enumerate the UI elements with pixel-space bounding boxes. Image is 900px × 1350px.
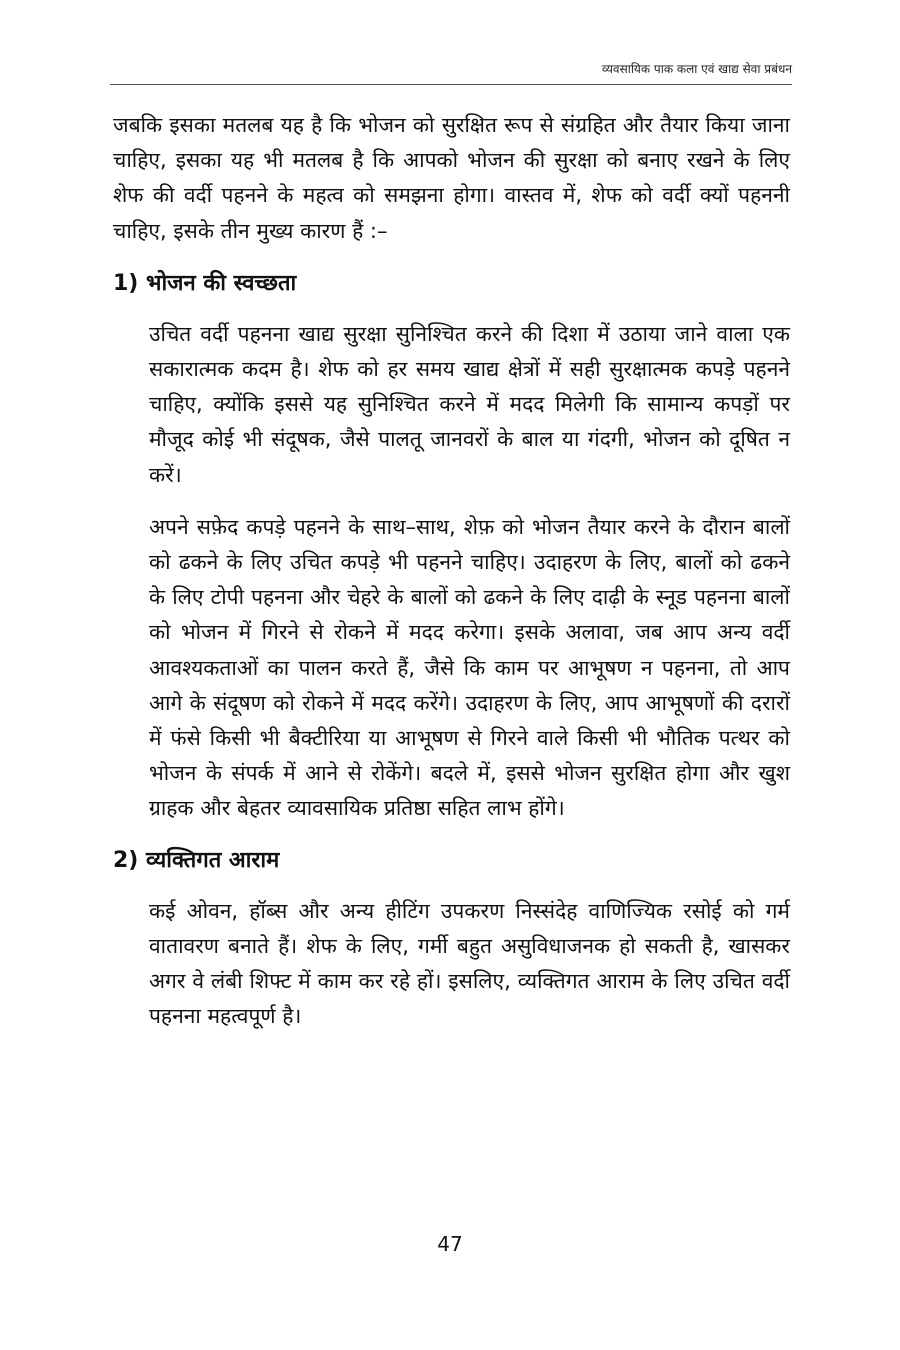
body-paragraph: कई ओवन, हॉब्स और अन्य हीटिंग उपकरण निस्संदेह वाणिज्यिक रसोई को गर्म वातावरण बनाते हैं। शेफ के लिए, गर्मी बहुत असुविधाजनक हो सकती है, खासकर अगर वे लंबी शिफ्ट में काम कर रहे हों। इसलिए, व्यक्तिगत आराम के लिए उचित वर्दी पहनना महत्वपूर्ण है। — [149, 898, 790, 1029]
running-header — [110, 60, 792, 85]
body-paragraph: अपने सफ़ेद कपड़े पहनने के साथ–साथ, शेफ़ को भोजन तैयार करने के दौरान बालों को ढकने के लिए उचित कपड़े भी पहनने चाहिए। उदाहरण के लिए, बालों को ढकने के लिए टोपी पहनना और चेहरे के बालों को ढकने के लिए दाढ़ी के स्नूड पहनना बालों को भोजन में गिरने से रोकने में मदद करेगा। इसके अलावा, जब आप अन्य वर्दी आवश्यकताओं का पालन करते हैं, जैसे कि काम पर आभूषण न पहनना, तो आप आगे के संदूषण को रोकने में मदद करेंगे। उदाहरण के लिए, आप आभूषणों की दरारों में फंसे किसी भी बैक्टीरिया या आभूषण से गिरने वाले किसी भी भौतिक पत्थर को भोजन के संपर्क में आने से रोकेंगे। बदले में, इससे भोजन सुरक्षित होगा और खुश ग्राहक और बेहतर व्यावसायिक प्रतिष्ठा सहित लाभ होंगे। — [149, 514, 790, 821]
section-body — [149, 317, 790, 827]
section-food-hygiene — [113, 267, 790, 827]
page-body — [113, 108, 790, 1051]
section-body — [149, 894, 790, 1035]
running-header-title: व्यवसायिक पाक कला एवं खाद्य सेवा प्रबंधन — [601, 62, 792, 76]
body-paragraph: उचित वर्दी पहनना खाद्य सुरक्षा सुनिश्चित करने की दिशा में उठाया जाने वाला एक सकारात्मक कदम है। शेफ को हर समय खाद्य क्षेत्रों में सही सुरक्षात्मक कपड़े पहनने चाहिए, क्योंकि इससे यह सुनिश्चित करने में मदद मिलेगी कि सामान्य कपड़ों पर मौजूद कोई भी संदूषक, जैसे पालतू जानवरों के बाल या गंदगी, भोजन को दूषित न करें। — [149, 321, 790, 487]
section-heading: 2) व्यक्तिगत आराम — [113, 847, 280, 873]
section-heading: 1) भोजन की स्वच्छता — [113, 270, 297, 296]
section-personal-comfort — [113, 844, 790, 1035]
intro-paragraph: जबकि इसका मतलब यह है कि भोजन को सुरक्षित रूप से संग्रहित और तैयार किया जाना चाहिए, इसका यह भी मतलब है कि आपको भोजन की सुरक्षा को बनाए रखने के लिए शेफ की वर्दी पहनने के महत्व को समझना होगा। वास्तव में, शेफ को वर्दी क्यों पहननी चाहिए, इसके तीन मुख्य कारण हैं :– — [113, 113, 790, 243]
page-number: 47 — [437, 1232, 463, 1256]
